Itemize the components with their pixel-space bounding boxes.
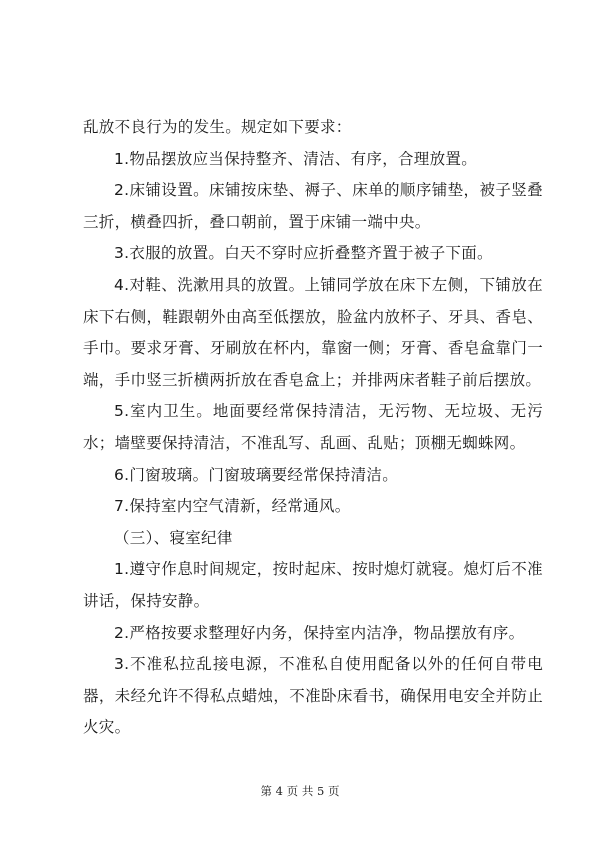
paragraph-discipline-2: 2.严格按要求整理好内务，保持室内洁净，物品摆放有序。 [114, 623, 525, 642]
paragraph-item-2: 2.床铺设置。床铺按床垫、褥子、床单的顺序铺垫，被子竖叠三折，横叠四折，叠口朝前，置于床铺一端中央。 [83, 181, 543, 231]
page-number-footer: 第 4 页 共 5 页 [260, 784, 340, 798]
paragraph-intro: 乱放不良行为的发生。规定如下要求： [83, 118, 352, 136]
paragraph-item-5: 5.室内卫生。地面要经常保持清洁，无污物、无垃圾、无污水；墙壁要保持清洁，不准乱写、乱画、乱贴；顶棚无蜘蛛网。 [83, 402, 543, 452]
paragraph-discipline-3: 3.不准私拉乱接电源，不准私自使用配备以外的任何自带电器，未经允许不得私点蜡烛，不准卧床看书，确保用电安全并防止火灾。 [83, 655, 543, 737]
paragraph-item-3: 3.衣服的放置。白天不穿时应折叠整齐置于被子下面。 [114, 244, 493, 263]
paragraph-item-6: 6.门窗玻璃。门窗玻璃要经常保持清洁。 [114, 465, 398, 484]
section-heading: （三）、寝室纪律 [114, 528, 233, 547]
paragraph-item-4: 4.对鞋、洗漱用具的放置。上铺同学放在床下左侧，下铺放在床下右侧，鞋跟朝外由高至低摆放，脸盆内放杯子、牙具、香皂、手巾。要求牙膏、牙刷放在杯内，靠窗一侧；牙膏、香皂盒靠门一端，手巾竖三折横两折放在香皂盒上；并排两床者鞋子前后摆放。 [83, 275, 543, 389]
paragraph-item-1: 1.物品摆放应当保持整齐、清洁、有序，合理放置。 [114, 149, 477, 168]
document-body [83, 112, 543, 744]
paragraph-item-7: 7.保持室内空气清新，经常通风。 [114, 497, 351, 516]
paragraph-discipline-1: 1.遵守作息时间规定，按时起床、按时熄灯就寝。熄灯后不准讲话，保持安静。 [83, 560, 543, 610]
